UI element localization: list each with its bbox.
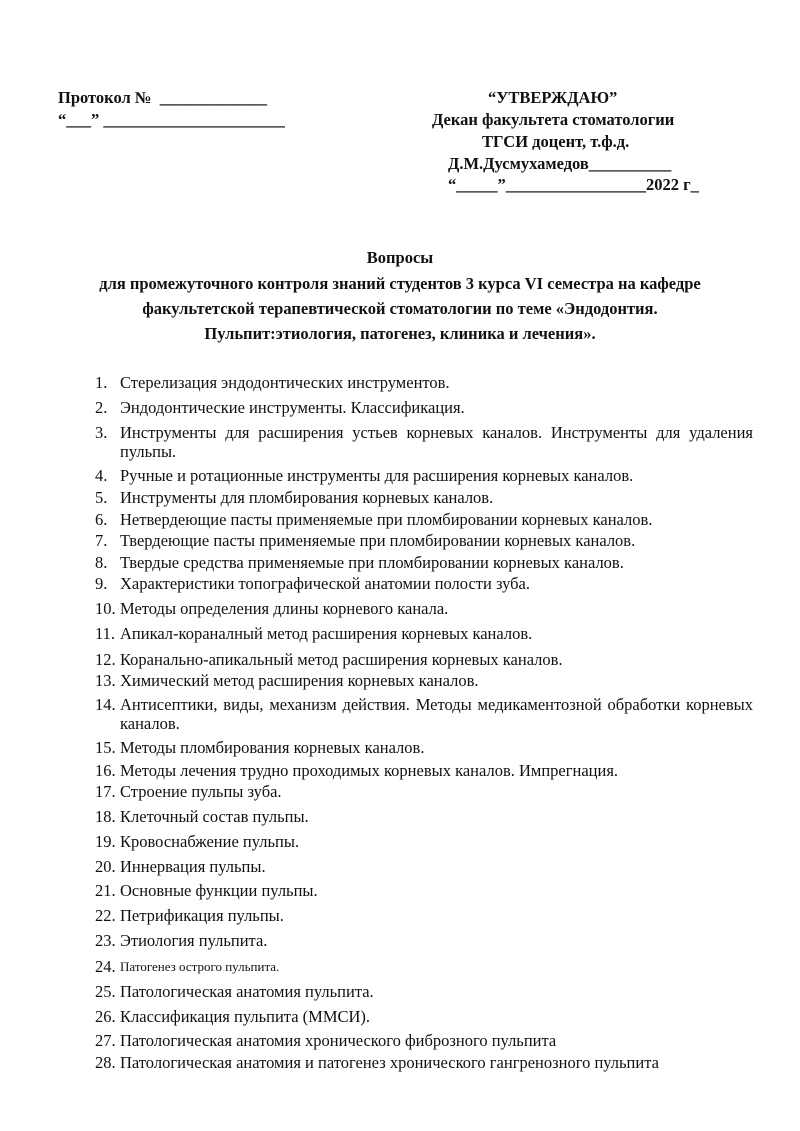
question-number: 22. [95, 906, 116, 925]
question-item [95, 574, 753, 593]
approval-date-line: “_____”_________________2022 г_ [448, 175, 699, 194]
question-text: Нетвердеющие пасты применяемые при пломбировании корневых каналов. [120, 510, 653, 529]
question-item [95, 650, 753, 669]
question-text: Инструменты для расширения устьев корневых каналов. Инструменты для удаления пульпы. [120, 423, 753, 461]
question-text: Петрификация пульпы. [120, 906, 284, 925]
question-item [95, 881, 753, 900]
question-text: Классификация пульпита (ММСИ). [120, 1007, 371, 1026]
approver-position: ТГСИ доцент, т.ф.д. [482, 132, 630, 151]
question-number: 5. [95, 488, 108, 507]
question-number: 7. [95, 531, 108, 550]
question-text: Ручные и ротационные инструменты для расширения корневых каналов. [120, 466, 634, 485]
question-number: 25. [95, 982, 116, 1001]
question-number: 18. [95, 807, 116, 826]
question-number: 12. [95, 650, 116, 669]
question-number: 27. [95, 1031, 116, 1050]
question-number: 14. [95, 695, 116, 714]
question-number: 28. [95, 1053, 116, 1072]
question-item [95, 1007, 753, 1026]
question-item [95, 832, 753, 851]
question-text: Коранально-апикальный метод расширения корневых каналов. [120, 650, 563, 669]
question-text: Патогенез острого пульпита. [120, 959, 280, 974]
approval-heading: “УТВЕРЖДАЮ” [488, 88, 618, 107]
question-item [95, 857, 753, 876]
question-item [95, 931, 753, 950]
question-item [95, 807, 753, 826]
question-number: 1. [95, 373, 108, 392]
question-item [95, 553, 753, 572]
document-subtitle-line-3: Пульпит:этиология, патогенез, клиника и лечения». [204, 324, 596, 343]
question-text: Патологическая анатомия пульпита. [120, 982, 374, 1001]
question-number: 9. [95, 574, 108, 593]
question-item [95, 782, 753, 801]
question-item [95, 1053, 753, 1072]
question-text: Этиология пульпита. [120, 931, 268, 950]
question-text: Эндодонтические инструменты. Классификация. [120, 398, 465, 417]
question-item [95, 423, 753, 461]
question-item [95, 761, 753, 780]
document-title: Вопросы [366, 248, 434, 267]
question-item [95, 982, 753, 1001]
question-number: 10. [95, 599, 116, 618]
question-text: Основные функции пульпы. [120, 881, 318, 900]
question-item [95, 531, 753, 550]
question-text: Строение пульпы зуба. [120, 782, 282, 801]
question-number: 4. [95, 466, 108, 485]
question-item [95, 466, 753, 485]
question-item [95, 1031, 753, 1050]
question-item [95, 599, 753, 618]
question-number: 6. [95, 510, 108, 529]
question-item [95, 488, 753, 507]
question-text: Инструменты для пломбирования корневых каналов. [120, 488, 494, 507]
question-number: 13. [95, 671, 116, 690]
question-text: Химический метод расширения корневых каналов. [120, 671, 479, 690]
question-text: Характеристики топографической анатомии полости зуба. [120, 574, 530, 593]
question-text: Методы определения длины корневого канала. [120, 599, 449, 618]
question-text: Методы пломбирования корневых каналов. [120, 738, 425, 757]
question-item [95, 624, 753, 643]
question-item [95, 373, 753, 392]
protocol-date-line: “___” ______________________ [58, 110, 285, 129]
protocol-number-line: Протокол № _____________ [58, 88, 267, 107]
question-text: Твердые средства применяемые при пломбировании корневых каналов. [120, 553, 624, 572]
question-number: 20. [95, 857, 116, 876]
question-text: Кровоснабжение пульпы. [120, 832, 300, 851]
question-item [95, 398, 753, 417]
approver-title: Декан факультета стоматологии [432, 110, 675, 129]
question-number: 19. [95, 832, 116, 851]
question-number: 3. [95, 423, 108, 442]
question-item [95, 957, 753, 976]
question-number: 16. [95, 761, 116, 780]
question-text: Апикал-кораналный метод расширения корневых каналов. [120, 624, 533, 643]
question-number: 11. [95, 624, 116, 643]
question-item [95, 906, 753, 925]
question-item [95, 671, 753, 690]
question-text: Антисептики, виды, механизм действия. Методы медикаментозной обработки корневых каналов. [120, 695, 753, 733]
question-number: 21. [95, 881, 116, 900]
question-text: Клеточный состав пульпы. [120, 807, 309, 826]
question-item [95, 695, 753, 733]
question-item [95, 738, 753, 757]
question-text: Иннервация пульпы. [120, 857, 266, 876]
question-item [95, 510, 753, 529]
question-text: Патологическая анатомия и патогенез хронического гангренозного пульпита [120, 1053, 659, 1072]
question-text: Твердеющие пасты применяемые при пломбировании корневых каналов. [120, 531, 636, 550]
approver-signature-line: Д.М.Дусмухамедов__________ [448, 154, 672, 173]
question-number: 23. [95, 931, 116, 950]
question-number: 24. [95, 957, 116, 976]
question-number: 26. [95, 1007, 116, 1026]
document-subtitle-line-2: факультетской терапевтической стоматологии по теме «Эндодонтия. [142, 299, 658, 318]
question-text: Стерелизация эндодонтических инструментов. [120, 373, 450, 392]
question-number: 15. [95, 738, 116, 757]
question-text: Патологическая анатомия хронического фиброзного пульпита [120, 1031, 557, 1050]
question-number: 8. [95, 553, 108, 572]
question-number: 17. [95, 782, 116, 801]
document-subtitle-line-1: для промежуточного контроля знаний студентов 3 курса VI семестра на кафедре [99, 274, 701, 293]
question-number: 2. [95, 398, 108, 417]
question-text: Методы лечения трудно проходимых корневых каналов. Импрегнация. [120, 761, 619, 780]
